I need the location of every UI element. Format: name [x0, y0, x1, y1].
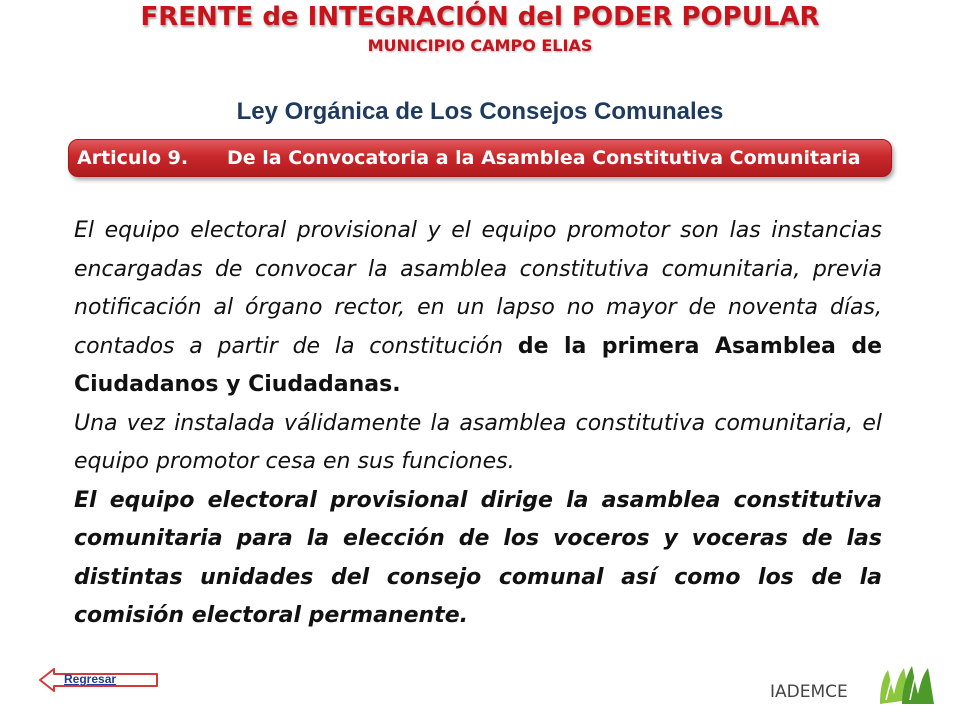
paragraph-2: Una vez instalada válidamente la asamblea constitutiva comunitaria, el equipo promotor cesa en sus funciones.: [74, 410, 882, 474]
article-description: De la Convocatoria a la Asamblea Constitutiva Comunitaria: [227, 147, 861, 169]
paragraph-3: El equipo electoral provisional dirige la asamblea constitutiva comunitaria para la elección de los voceros y voceras de las distintas unidades del consejo comunal así como los de la comisión electoral permanente.: [74, 487, 882, 628]
paragraph-1: [74, 212, 882, 405]
page-title: FRENTE de INTEGRACIÓN del PODER POPULAR: [140, 2, 820, 32]
back-button[interactable]: [38, 668, 158, 690]
page-subtitle: MUNICIPIO CAMPO ELIAS: [367, 36, 593, 55]
back-link[interactable]: Regresar: [64, 672, 117, 686]
article-body: [74, 212, 882, 636]
paragraph-1-bold-text: de la primera Asamblea de Ciudadanos y Ciudadanas.: [74, 333, 882, 397]
article-banner: [68, 139, 892, 177]
law-title: Ley Orgánica de Los Consejos Comunales: [236, 98, 724, 125]
brand-name: IADEMCE: [770, 682, 848, 702]
article-number: Articulo 9.: [77, 147, 189, 169]
paragraph-1-text: El equipo electoral provisional y el equipo promotor son las instancias encargadas de convocar la asamblea constitutiva comunitaria, previa notificación al órgano rector, en un lapso no mayor de noventa días, contados a partir de la constitución: [74, 218, 882, 359]
iademce-logo-icon: [876, 660, 938, 706]
